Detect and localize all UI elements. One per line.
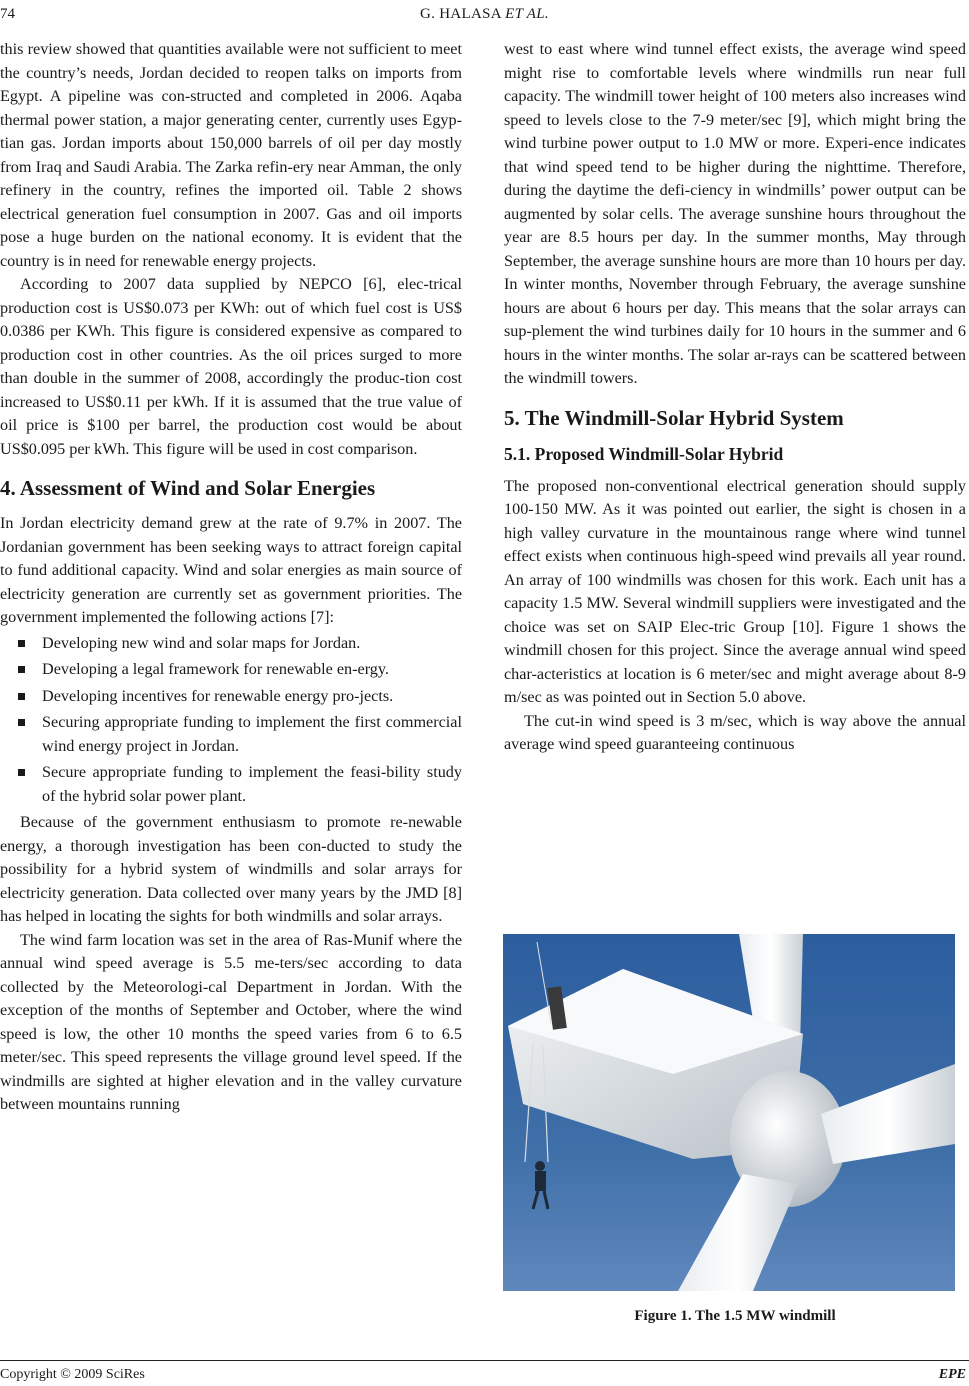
footer-journal: EPE — [938, 1367, 966, 1382]
left-column — [0, 38, 462, 1117]
right-column — [504, 38, 966, 757]
bullet-square-icon — [18, 666, 25, 673]
figure-caption: Figure 1. The 1.5 MW windmill — [634, 1308, 836, 1324]
paragraph: Because of the government enthusiasm to promote re-newable energy, a thorough investigation has been con-ducted to study the possibility for a hybrid system of windmills and solar arrays for electricity generation. Data collected over many years by the JMD [8] has helped in locating the sights for both windmills and solar arrays. — [0, 813, 462, 925]
bullet-list — [0, 632, 462, 809]
paragraph: The wind farm location was set in the area of Ras-Munif where the annual wind speed average is 5.5 me-ters/sec according to data collected by the Meteorologi-cal Department in Jordan. With the exception of the months of September and October, where the wind speed is low, the other 10 months the speed varies from 6 to 6.5 meter/sec. This speed represents the village ground level speed. If the windmills are sighted at higher elevation and in the valley curvature between mountains running — [0, 930, 462, 1113]
paragraph: west to east where wind tunnel effect exists, the average wind speed might rise to comfortable levels where windmills run near full capacity. The windmill tower height of 100 meters also increases wind speed to levels close to the 7-9 meter/sec [9], which might bring the wind turbine power output to 1.0 MW or more. Experi-ence indicates that wind speed tend to be higher during the nighttime. Therefore, during the daytime the defi-ciency in windmills’ power output can be augmented by solar cells. The average sunshine hours throughout the year are 8.5 hours per day. In the summer months, May through September, the average sunshine hours are more than 10 hours per day. In winter months, November through February, the average sunshine hours are about 6 hours per day. This means that the solar arrays can sup-plement the wind turbines daily for 10 hours in the summer and 6 hours in the winter months. The solar ar-rays can be scattered between the windmill towers. — [504, 40, 966, 387]
running-head-authors: G. HALASA — [420, 6, 502, 22]
running-head-etal: ET AL. — [505, 6, 549, 22]
section-heading: 4. Assessment of Wind and Solar Energies — [0, 476, 376, 500]
bullet-square-icon — [18, 719, 25, 726]
list-item — [0, 685, 462, 709]
footer-copyright: Copyright © 2009 SciRes — [0, 1367, 145, 1382]
paragraph: The cut-in wind speed is 3 m/sec, which is way above the annual average wind speed guaranteeing continuous — [504, 711, 966, 753]
list-item-text: Developing a legal framework for renewable en-ergy. — [42, 660, 389, 678]
list-item-text: Developing new wind and solar maps for Jordan. — [42, 633, 361, 652]
wind-turbine-photo-icon — [503, 934, 955, 1291]
list-item — [0, 761, 462, 808]
footer-divider — [0, 1360, 969, 1361]
bullet-square-icon — [18, 769, 25, 776]
page-header — [0, 6, 969, 28]
list-item — [0, 658, 462, 682]
paragraph: this review showed that quantities available were not sufficient to meet the country’s needs, Jordan decided to reopen talks on imports from Egypt. A pipeline was con-structed and completed in 2006. Aqaba thermal power station, a major generating center, currently uses Egyp-tian gas. Jordan imports about 150,000 barrels of oil per day mostly from Iraq and Saudi Arabia. The Zarka refin-ery near Amman, the only refinery in the country, refines the imported oil. Table 2 shows electrical generation fuel consumption in 2007. Gas and oil imports pose a huge burden on the national economy. It is evident that the country is in need for renewable energy projects. — [0, 40, 462, 270]
running-head — [0, 6, 969, 23]
page-number: 74 — [0, 6, 15, 22]
list-item-text: Securing appropriate funding to implement the first commercial wind energy project in Jordan. — [42, 713, 462, 755]
paragraph: According to 2007 data supplied by NEPCO [6], elec-trical production cost is US$0.073 per KWh: out of which fuel cost is US$ 0.0386 per KWh. This figure is considered expensive as compared to production cost in other countries. As the oil prices surged to more than double in the summer of 2008, accordingly the produc-tion cost increased to US$0.11 per kWh. If it is assumed that the true value of oil price is $100 per barrel, the production cost would be about US$0.095 per kWh. This figure will be used in cost comparison. — [0, 275, 462, 458]
subsection-heading: 5.1. Proposed Windmill-Solar Hybrid — [504, 443, 784, 464]
list-item — [0, 711, 462, 758]
bullet-square-icon — [18, 640, 25, 647]
list-item-text: Developing incentives for renewable energy pro-jects. — [42, 686, 394, 705]
list-item-text: Secure appropriate funding to implement the feasi-bility study of the hybrid solar power plant. — [42, 763, 462, 805]
paragraph: In Jordan electricity demand grew at the rate of 9.7% in 2007. The Jordanian government has been seeking ways to attract foreign capital to fund additional capacity. Wind and solar energies as main source of electricity generation are currently set as government priorities. The government implemented the following actions [7]: — [0, 514, 462, 626]
bullet-square-icon — [18, 693, 25, 700]
list-item — [0, 632, 462, 656]
paragraph: The proposed non-conventional electrical generation should supply 100-150 MW. As it was pointed out earlier, the sight is chosen in a high valley curvature in the mountainous range where wind tunnel effect exists when continuous high-speed wind prevails all year round. An array of 100 windmills was chosen for this work. Each unit has a capacity 1.5 MW. Several windmill suppliers were investigated and the choice was set on SAIP Elec-tric Group [10]. Figure 1 shows the windmill chosen for this project. Since the average annual wind speed char-acteristics at location is 6 meter/sec and might average about 8-9 m/sec as was pointed out in Section 5.0 above. — [504, 476, 966, 706]
section-heading: 5. The Windmill-Solar Hybrid System — [504, 405, 844, 430]
figure-windmill-photo — [503, 934, 955, 1291]
